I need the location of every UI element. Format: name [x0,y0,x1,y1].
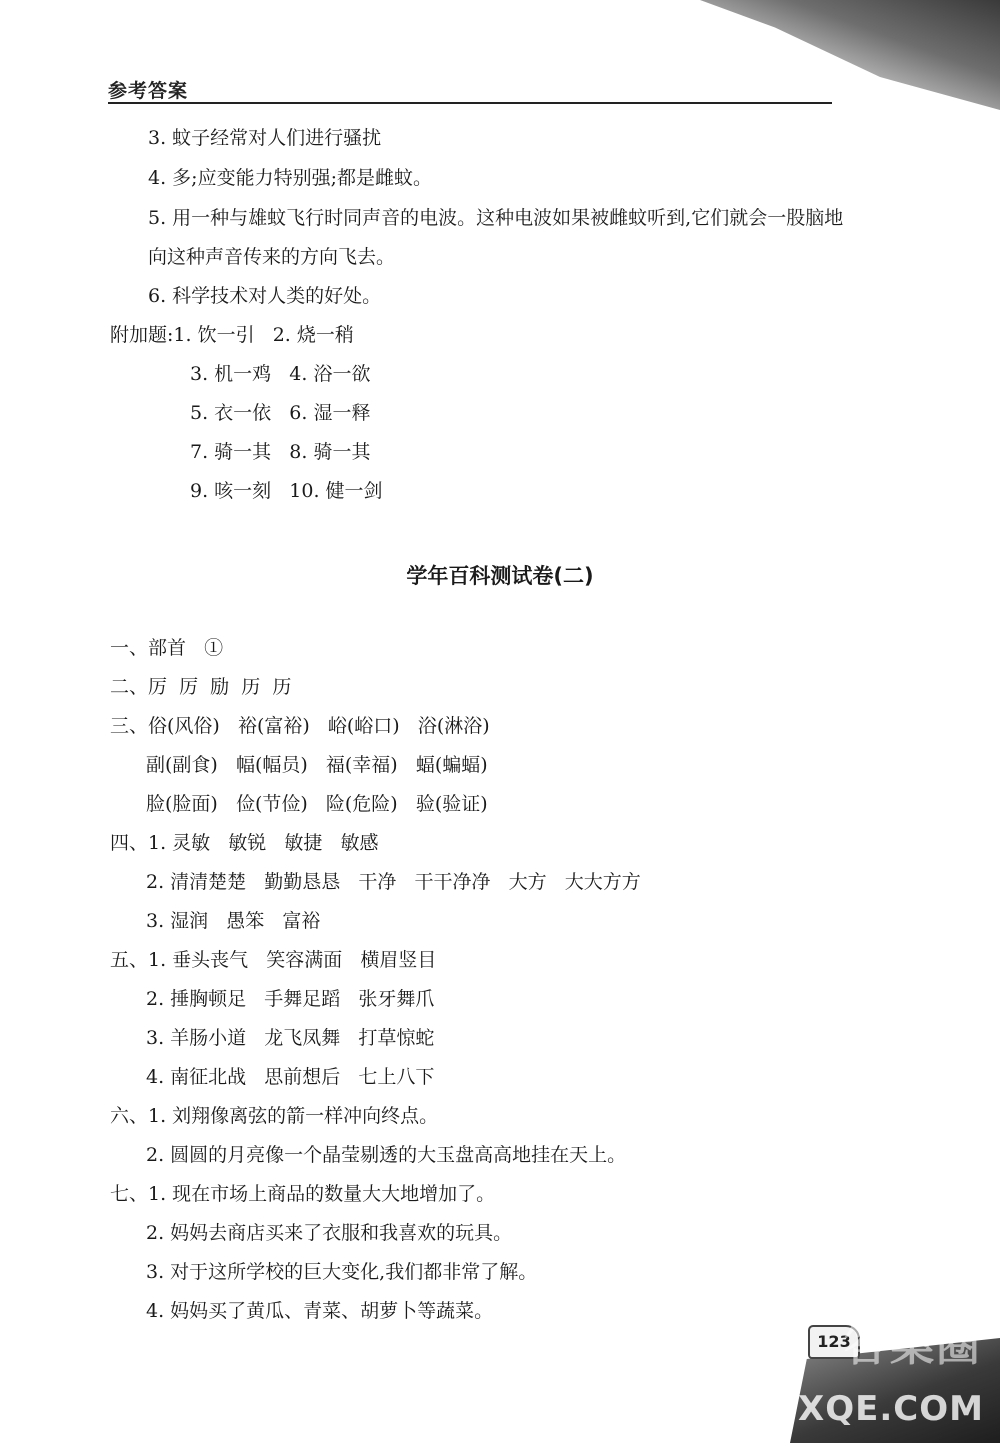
header-label: 参考答案 [108,80,189,102]
answer-line: 5. 衣一依 6. 湿一释 [190,402,371,424]
answer-line: 六、1. 刘翔像离弦的箭一样冲向终点。 [110,1105,439,1127]
answer-line: 四、1. 灵敏 敏锐 敏捷 敏感 [110,832,379,854]
answer-line: 9. 咳一刻 10. 健一剑 [190,480,383,502]
answer-line: 2. 圆圆的月亮像一个晶莹剔透的大玉盘高高地挂在天上。 [146,1144,627,1166]
answer-line: 三、俗(风俗) 裕(富裕) 峪(峪口) 浴(淋浴) [110,715,490,737]
answer-line: 3. 湿润 愚笨 富裕 [146,910,321,932]
answer-line: 7. 骑一其 8. 骑一其 [190,441,371,463]
answer-line: 6. 科学技术对人类的好处。 [148,285,382,307]
decorative-corner-top [700,0,1000,110]
answer-line: 4. 妈妈买了黄瓜、青菜、胡萝卜等蔬菜。 [146,1300,494,1322]
section-title: 学年百科测试卷(二) [406,564,594,588]
answer-line: 2. 妈妈去商店买来了衣服和我喜欢的玩具。 [146,1222,513,1244]
answer-line: 4. 多;应变能力特别强;都是雌蚊。 [148,167,432,189]
answer-line: 向这种声音传来的方向飞去。 [148,246,396,268]
answer-line: 3. 羊肠小道 龙飞凤舞 打草惊蛇 [146,1027,435,1049]
answer-line: 3. 机一鸡 4. 浴一欲 [190,363,371,385]
answer-line: 副(副食) 幅(幅员) 福(幸福) 蝠(蝙蝠) [146,754,488,776]
answer-line: 一、部首 ① [110,637,224,659]
answer-line: 5. 用一种与雄蚊飞行时同声音的电波。这种电波如果被雌蚊听到,它们就会一股脑地 [148,207,844,229]
answer-line: 3. 蚊子经常对人们进行骚扰 [148,127,382,149]
answer-line: 七、1. 现在市场上商品的数量大大地增加了。 [110,1183,496,1205]
watermark-text: MXQE.COM [763,1389,984,1429]
answer-line: 脸(脸面) 俭(节俭) 险(危险) 验(验证) [146,793,488,815]
answer-line: 五、1. 垂头丧气 笑容满面 横眉竖目 [110,949,437,971]
watermark-logo: 答案圈 [844,1320,982,1371]
answer-line: 3. 对于这所学校的巨大变化,我们都非常了解。 [146,1261,538,1283]
answer-line: 二、厉 厉 励 历 历 [110,676,292,698]
page-number: 123 [808,1325,860,1359]
header-rule [108,102,832,104]
answer-line: 2. 清清楚楚 勤勤恳恳 干净 干干净净 大方 大大方方 [146,871,641,893]
answer-line: 附加题:1. 饮一引 2. 烧一稍 [110,324,354,346]
answer-line: 2. 捶胸顿足 手舞足蹈 张牙舞爪 [146,988,435,1010]
answer-line: 4. 南征北战 思前想后 七上八下 [146,1066,435,1088]
